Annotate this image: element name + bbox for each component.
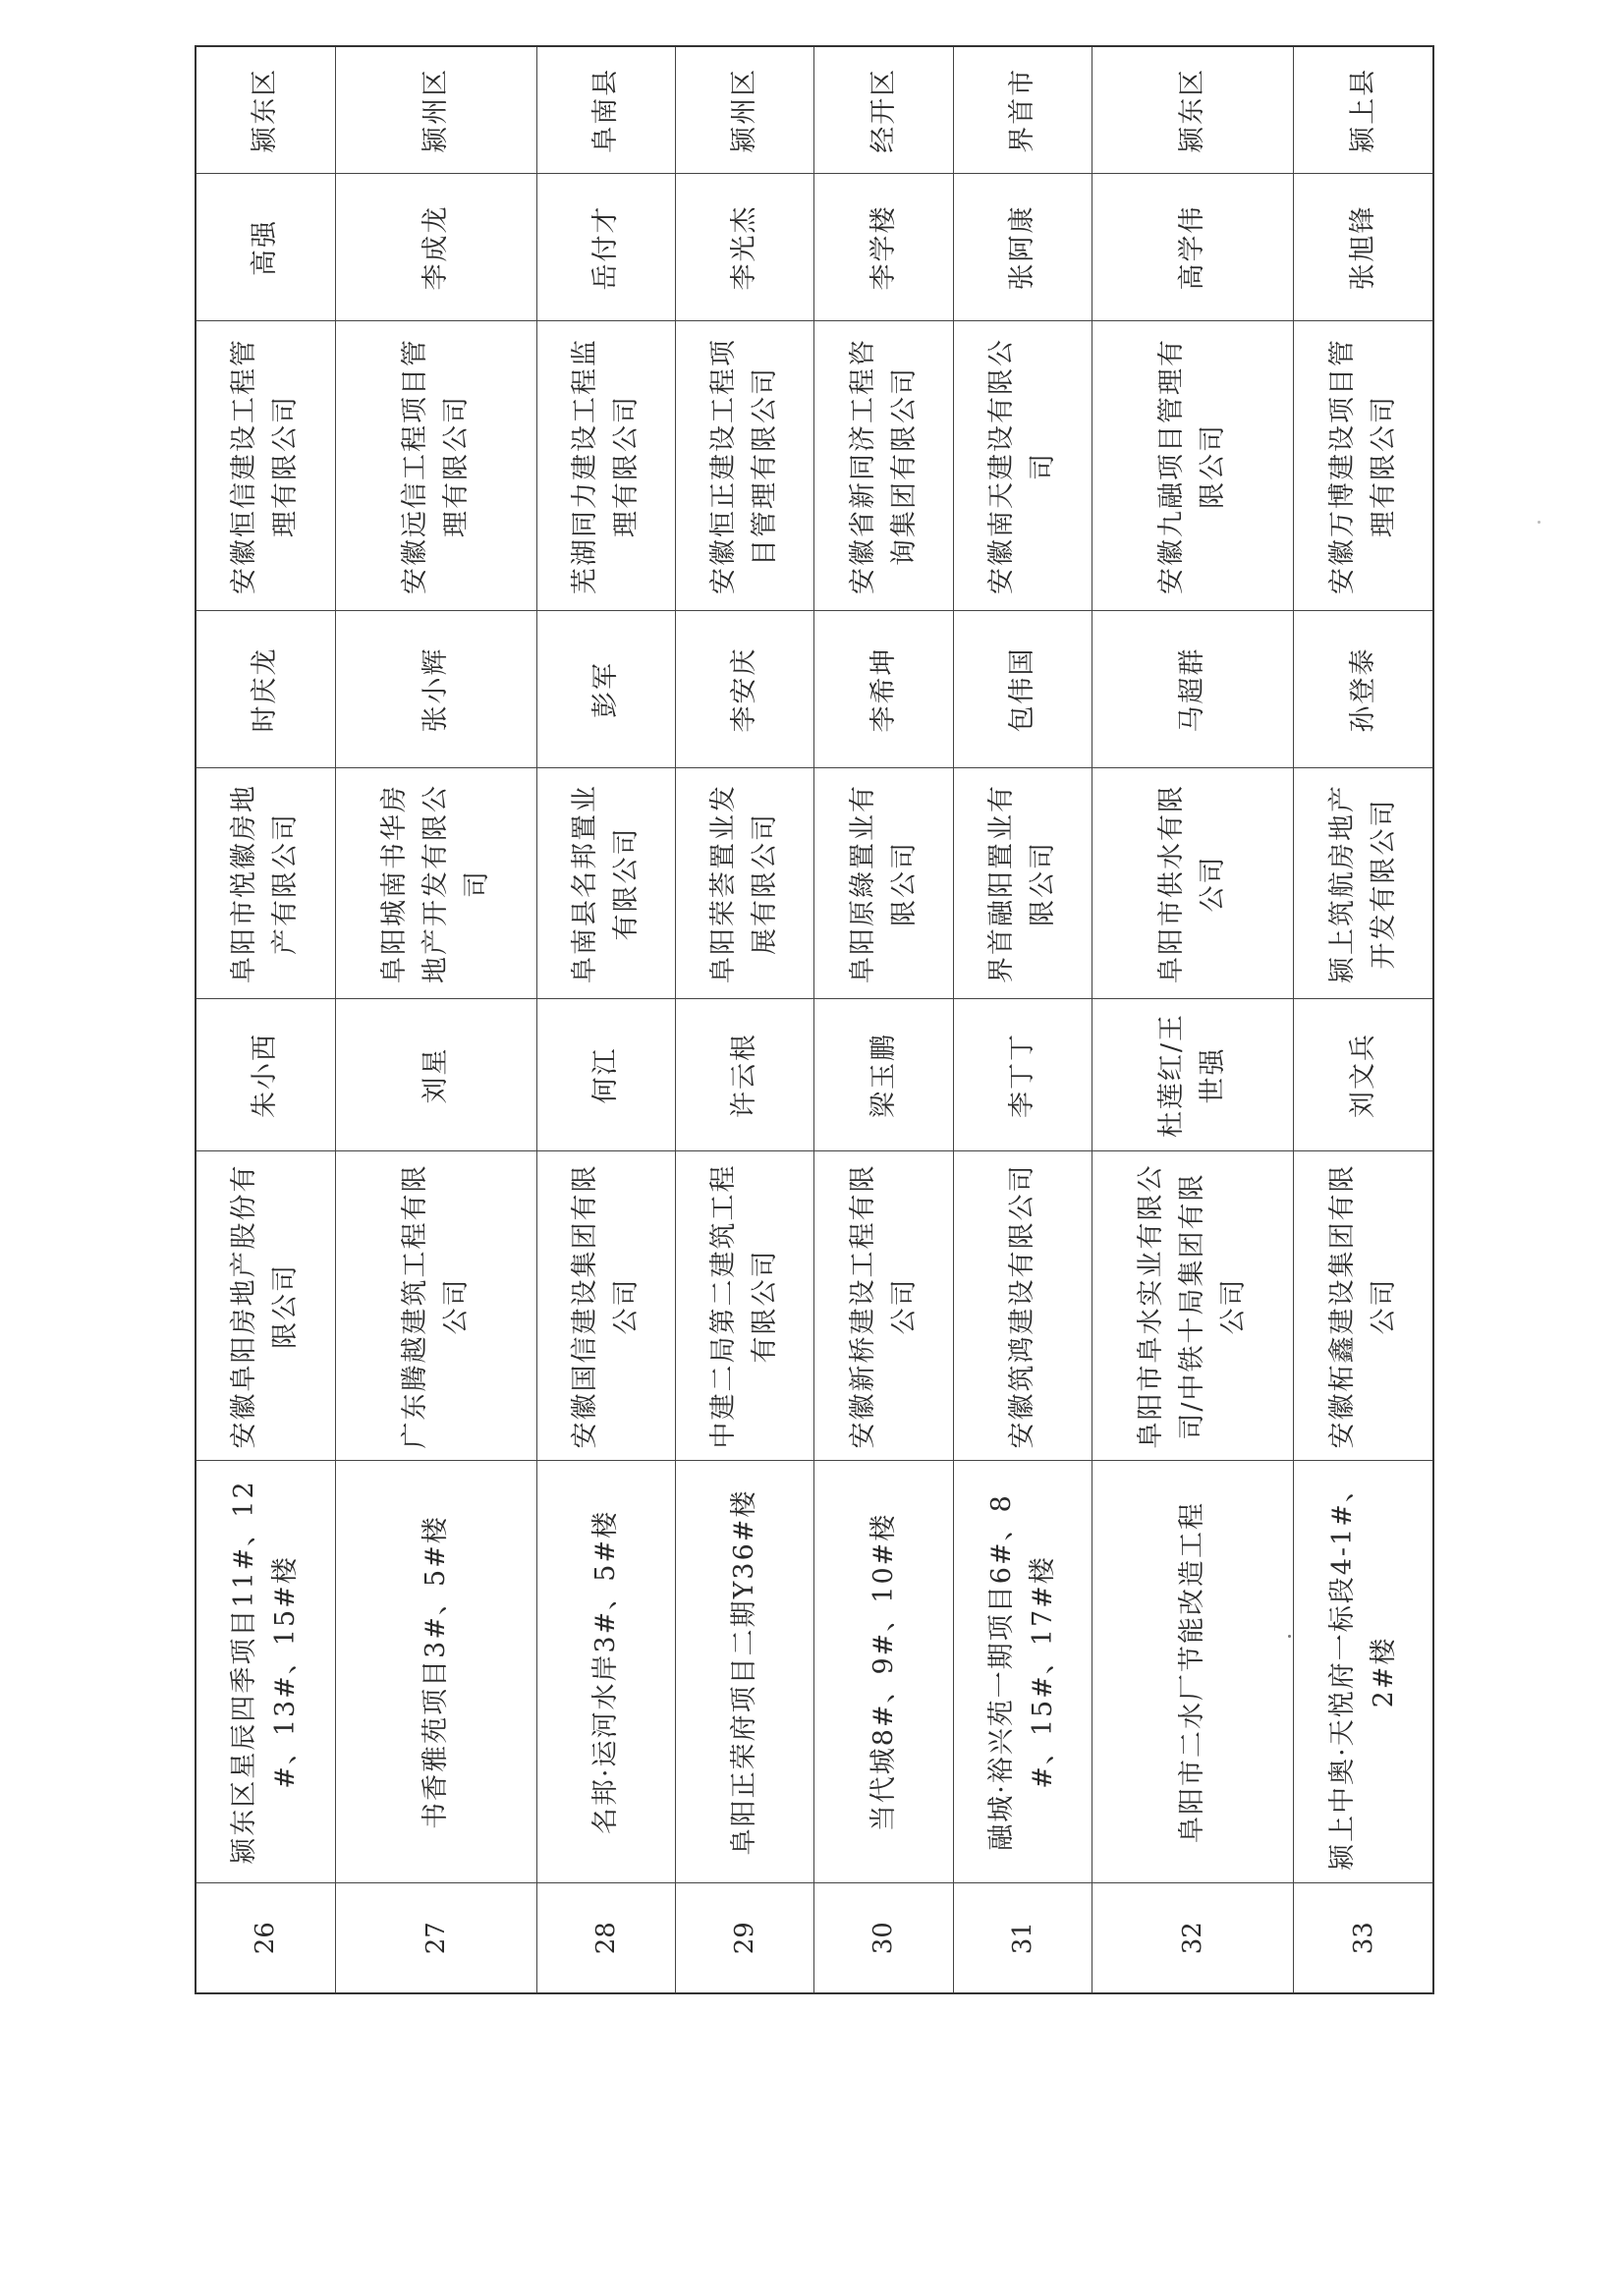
district-cell: 经开区 bbox=[814, 46, 953, 174]
row-number-cell: 28 bbox=[536, 1883, 675, 1993]
project-name-cell: 书香雅苑项目3#、5#楼 bbox=[335, 1461, 536, 1883]
district-cell: 颍上县 bbox=[1294, 46, 1433, 174]
supervisor-rep-cell: 岳付才 bbox=[536, 174, 675, 321]
table-row bbox=[814, 46, 953, 1993]
contractor-rep-cell: 许云根 bbox=[676, 999, 814, 1151]
supervisor-cell: 安徽南天建设有限公司 bbox=[953, 321, 1092, 611]
contractor-cell: 安徽筑鸿建设有限公司 bbox=[953, 1151, 1092, 1461]
owner-rep-cell: 包伟国 bbox=[953, 611, 1092, 768]
row-number-cell: 29 bbox=[676, 1883, 814, 1993]
table-row bbox=[335, 46, 536, 1993]
project-table bbox=[195, 45, 1434, 1994]
row-number-cell: 32 bbox=[1092, 1883, 1294, 1993]
supervisor-cell: 安徽万博建设项目管理有限公司 bbox=[1294, 321, 1433, 611]
supervisor-rep-cell: 张旭锋 bbox=[1294, 174, 1433, 321]
owner-cell: 颍上筑航房地产开发有限公司 bbox=[1294, 768, 1433, 999]
contractor-rep-cell: 李丁丁 bbox=[953, 999, 1092, 1151]
project-name-cell: 颍东区星辰四季项目11#、12#、13#、15#楼 bbox=[196, 1461, 335, 1883]
district-cell: 界首市 bbox=[953, 46, 1092, 174]
supervisor-rep-cell: 李成龙 bbox=[335, 174, 536, 321]
supervisor-rep-cell: 高学伟 bbox=[1092, 174, 1294, 321]
contractor-cell: 安徽柘鑫建设集团有限公司 bbox=[1294, 1151, 1433, 1461]
owner-rep-cell: 孙登泰 bbox=[1294, 611, 1433, 768]
owner-cell: 阜阳荣荟置业发展有限公司 bbox=[676, 768, 814, 999]
owner-rep-cell: 时庆龙 bbox=[196, 611, 335, 768]
table-row bbox=[953, 46, 1092, 1993]
contractor-rep-cell: 刘文兵 bbox=[1294, 999, 1433, 1151]
owner-rep-cell: 李希坤 bbox=[814, 611, 953, 768]
district-cell: 颍州区 bbox=[335, 46, 536, 174]
project-name-cell: 阜阳市二水厂节能改造工程 bbox=[1092, 1461, 1294, 1883]
district-cell: 颍东区 bbox=[196, 46, 335, 174]
scan-speck bbox=[1288, 1635, 1291, 1638]
project-name-cell: 阜阳正荣府项目二期Y36#楼 bbox=[676, 1461, 814, 1883]
row-number-cell: 26 bbox=[196, 1883, 335, 1993]
table-row bbox=[676, 46, 814, 1993]
owner-rep-cell: 李安庆 bbox=[676, 611, 814, 768]
district-cell: 阜南县 bbox=[536, 46, 675, 174]
contractor-cell: 广东腾越建筑工程有限公司 bbox=[335, 1151, 536, 1461]
owner-rep-cell: 张小辉 bbox=[335, 611, 536, 768]
supervisor-cell: 芜湖同力建设工程监理有限公司 bbox=[536, 321, 675, 611]
contractor-rep-cell: 何江 bbox=[536, 999, 675, 1151]
supervisor-cell: 安徽省新同济工程咨询集团有限公司 bbox=[814, 321, 953, 611]
table-row bbox=[196, 46, 335, 1993]
owner-cell: 阜阳原綠置业有限公司 bbox=[814, 768, 953, 999]
district-cell: 颍东区 bbox=[1092, 46, 1294, 174]
table-body bbox=[196, 46, 1433, 1993]
owner-cell: 阜阳市供水有限公司 bbox=[1092, 768, 1294, 999]
supervisor-cell: 安徽九融项目管理有限公司 bbox=[1092, 321, 1294, 611]
contractor-cell: 阜阳市阜水实业有限公司/中铁十局集团有限公司 bbox=[1092, 1151, 1294, 1461]
contractor-cell: 安徽国信建设集团有限公司 bbox=[536, 1151, 675, 1461]
contractor-rep-cell: 杜莲红/王世强 bbox=[1092, 999, 1294, 1151]
owner-cell: 阜阳城南书华房地产开发有限公司 bbox=[335, 768, 536, 999]
row-number-cell: 31 bbox=[953, 1883, 1092, 1993]
contractor-rep-cell: 梁玉鹏 bbox=[814, 999, 953, 1151]
supervisor-rep-cell: 高强 bbox=[196, 174, 335, 321]
row-number-cell: 27 bbox=[335, 1883, 536, 1993]
project-name-cell: 当代城8#、9#、10#楼 bbox=[814, 1461, 953, 1883]
supervisor-rep-cell: 张阿康 bbox=[953, 174, 1092, 321]
supervisor-rep-cell: 李学楼 bbox=[814, 174, 953, 321]
owner-rep-cell: 马超群 bbox=[1092, 611, 1294, 768]
table-row bbox=[536, 46, 675, 1993]
rotated-table-wrapper bbox=[195, 67, 1434, 1994]
contractor-rep-cell: 朱小西 bbox=[196, 999, 335, 1151]
contractor-cell: 中建二局第二建筑工程有限公司 bbox=[676, 1151, 814, 1461]
project-name-cell: 融城·裕兴苑一期项目6#、8#、15#、17#楼 bbox=[953, 1461, 1092, 1883]
supervisor-rep-cell: 李光杰 bbox=[676, 174, 814, 321]
supervisor-cell: 安徽恒信建设工程管理有限公司 bbox=[196, 321, 335, 611]
owner-rep-cell: 彭军 bbox=[536, 611, 675, 768]
row-number-cell: 30 bbox=[814, 1883, 953, 1993]
district-cell: 颍州区 bbox=[676, 46, 814, 174]
row-number-cell: 33 bbox=[1294, 1883, 1433, 1993]
contractor-rep-cell: 刘星 bbox=[335, 999, 536, 1151]
table-row bbox=[1294, 46, 1433, 1993]
contractor-cell: 安徽新桥建设工程有限公司 bbox=[814, 1151, 953, 1461]
owner-cell: 阜南县名邦置业有限公司 bbox=[536, 768, 675, 999]
project-name-cell: 颍上中奥·天悦府一标段4-1#、2#楼 bbox=[1294, 1461, 1433, 1883]
scan-speck bbox=[1538, 521, 1540, 524]
owner-cell: 界首融阳置业有限公司 bbox=[953, 768, 1092, 999]
contractor-cell: 安徽阜阳房地产股份有限公司 bbox=[196, 1151, 335, 1461]
owner-cell: 阜阳市悦徽房地产有限公司 bbox=[196, 768, 335, 999]
supervisor-cell: 安徽远信工程项目管理有限公司 bbox=[335, 321, 536, 611]
project-name-cell: 名邦·运河水岸3#、5#楼 bbox=[536, 1461, 675, 1883]
supervisor-cell: 安徽恒正建设工程项目管理有限公司 bbox=[676, 321, 814, 611]
table-row bbox=[1092, 46, 1294, 1993]
